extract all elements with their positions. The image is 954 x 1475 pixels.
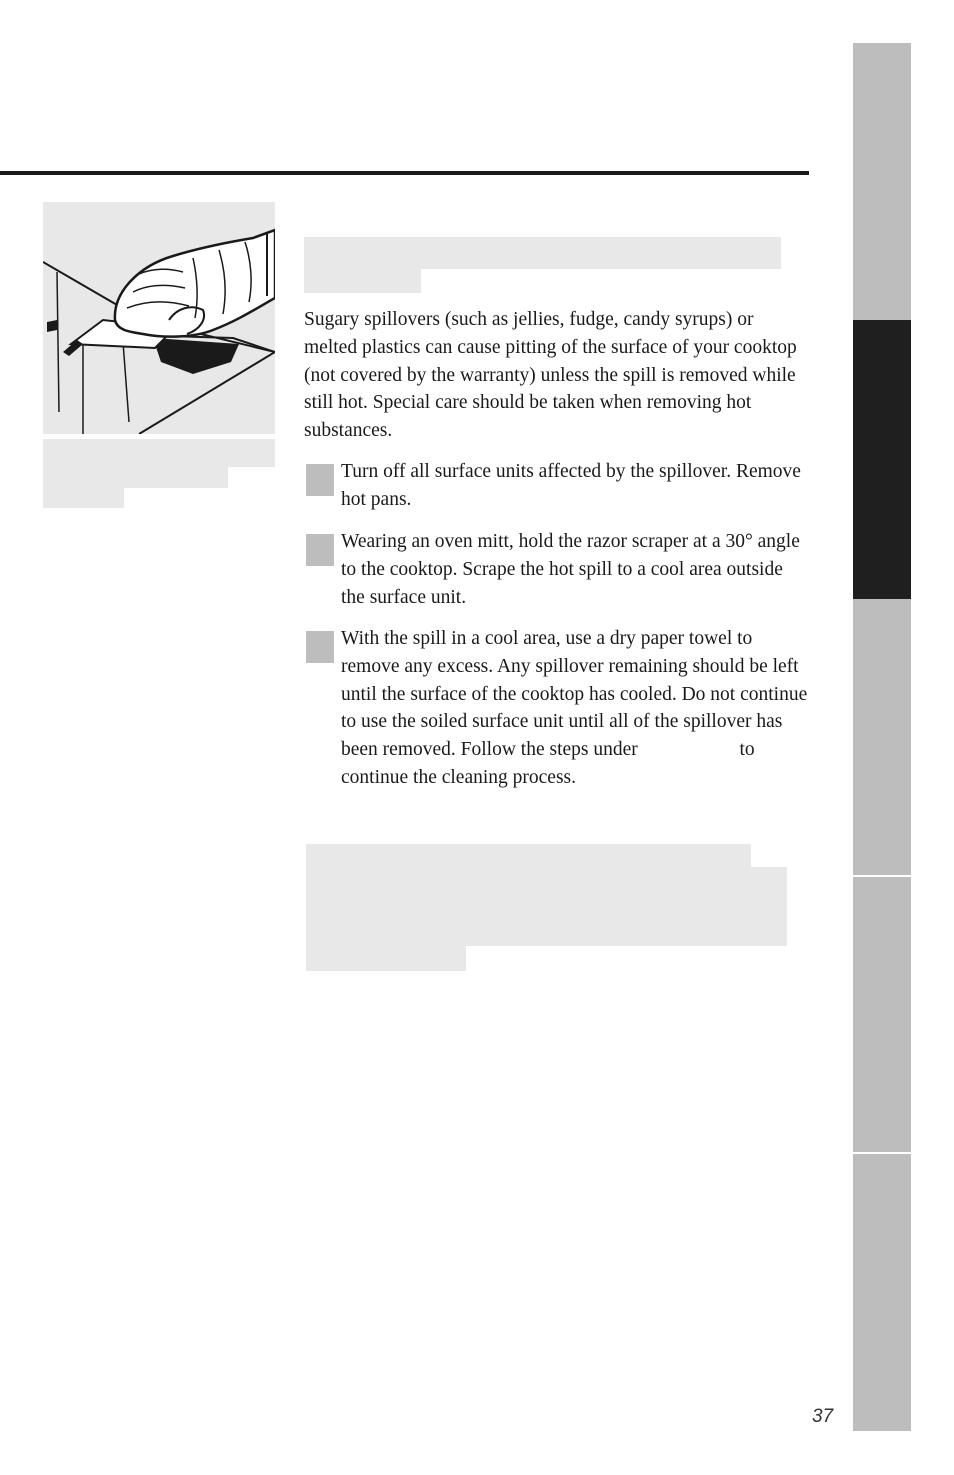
step-text: Wearing an oven mitt, hold the razor scraper at a 30° angle to the cooktop. Scrape the hot spill to a cool area outside the surface unit. — [341, 531, 800, 608]
page-number: 37 — [812, 1406, 834, 1427]
note-highlight — [306, 844, 751, 867]
step-text-before: With the spill in a cool area, use a dry paper towel to remove any excess. Any spillover remaining should be left until the surface of the cooktop has cooled. Do not continue to use the soiled surface unit until all of the spillover has been removed. Follow the steps under — [341, 628, 808, 761]
caption-highlight — [43, 488, 124, 508]
step-number-box — [306, 631, 334, 663]
step-1 — [306, 458, 811, 514]
step-text: Turn off all surface units affected by the spillover. Remove hot pans. — [341, 461, 801, 510]
note-highlight — [306, 946, 466, 971]
step-3 — [306, 625, 811, 792]
side-tab-5[interactable] — [853, 1154, 911, 1431]
caption-highlight — [43, 439, 275, 467]
step-text-after: to continue the cleaning process. — [341, 739, 755, 788]
step-text — [341, 625, 811, 792]
side-tab-2-active[interactable] — [853, 320, 911, 599]
step-number-box — [306, 534, 334, 566]
step-number-box — [306, 464, 334, 496]
side-tab-1[interactable] — [853, 43, 911, 320]
top-rule — [0, 171, 809, 175]
heading-highlight — [304, 237, 781, 269]
step-2 — [306, 528, 811, 611]
intro-paragraph: Sugary spillovers (such as jellies, fudge, candy syrups) or melted plastics can cause pitting of the surface of your cooktop (not covered by the warranty) unless the spill is removed while still hot. Special care should be taken when removing hot substances. — [304, 309, 797, 442]
note-highlight — [306, 867, 787, 946]
caption-highlight — [43, 467, 228, 488]
side-tab-4[interactable] — [853, 877, 911, 1152]
oven-mitt-scraper-illustration — [43, 202, 275, 434]
heading-highlight — [304, 269, 421, 293]
side-tab-3[interactable] — [853, 599, 911, 875]
